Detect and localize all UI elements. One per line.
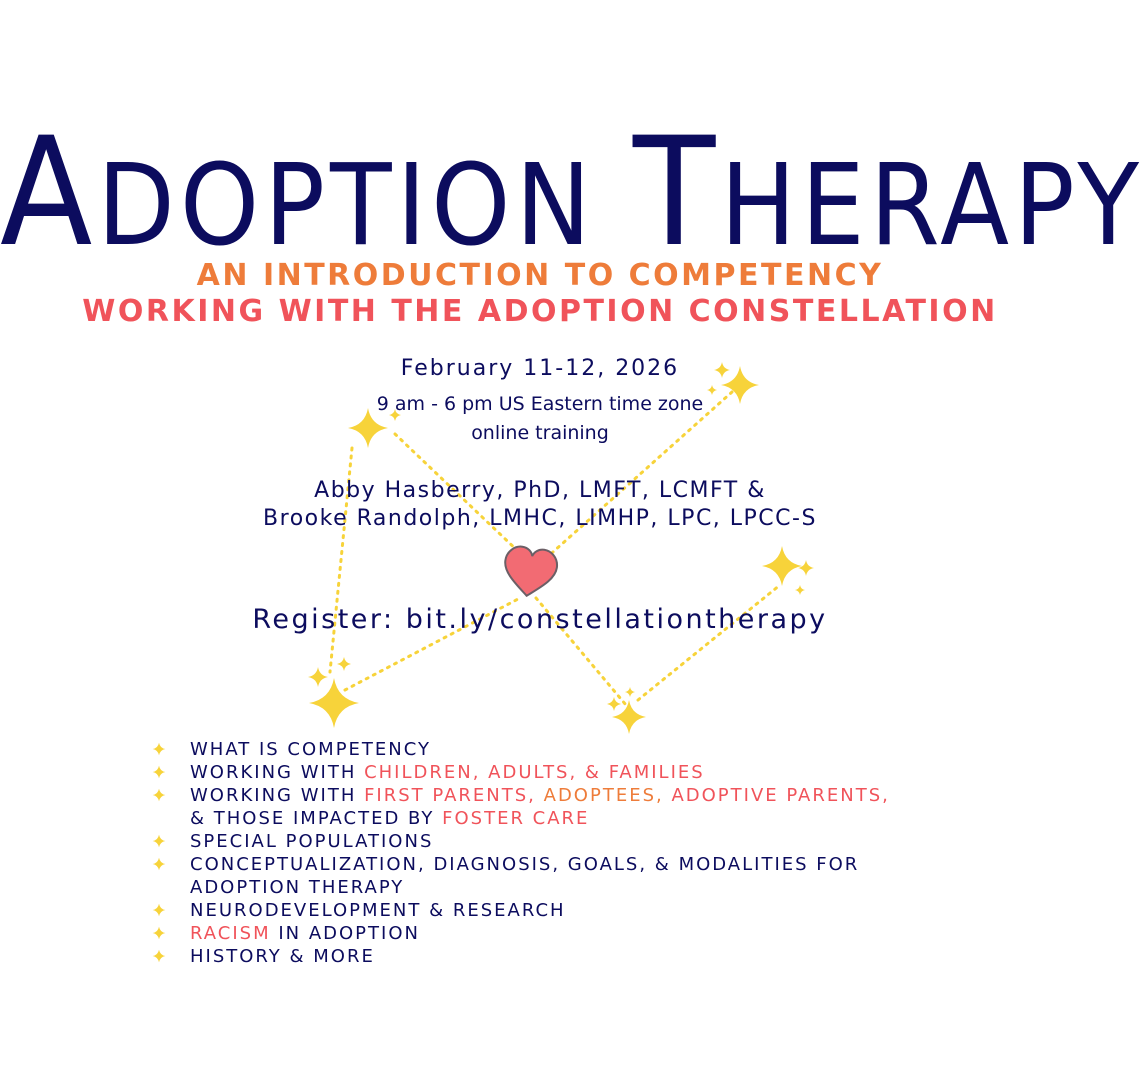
heart-icon (501, 545, 559, 600)
star-icon (308, 667, 328, 687)
topic-item: WORKING WITH CHILDREN, ADULTS, & FAMILIES (150, 761, 890, 784)
four-point-star-icon (152, 788, 166, 802)
register-link[interactable]: Register: bit.ly/constellationtherapy (252, 604, 828, 635)
presenter-line-2: Brooke Randolph, LMHC, LIMHP, LPC, LPCC-S (263, 506, 817, 531)
star-icon (337, 657, 351, 671)
subtitle-primary: AN INTRODUCTION TO COMPETENCY (196, 258, 884, 293)
topic-item: HISTORY & MORE (150, 945, 890, 968)
topic-item: CONCEPTUALIZATION, DIAGNOSIS, GOALS, & MODALITIES FOR ADOPTION THERAPY (150, 853, 890, 899)
star-icon (795, 585, 805, 595)
topics-list (150, 738, 890, 968)
topic-item: WHAT IS COMPETENCY (150, 738, 890, 761)
four-point-star-icon (152, 742, 166, 756)
topic-item: WORKING WITH FIRST PARENTS, ADOPTEES, ADOPTIVE PARENTS, & THOSE IMPACTED BY FOSTER CARE (150, 784, 890, 830)
four-point-star-icon (152, 834, 166, 848)
page-title: ADOPTION THERAPY (0, 106, 1144, 280)
four-point-star-icon (152, 926, 166, 940)
topic-item: SPECIAL POPULATIONS (150, 830, 890, 853)
star-icon (762, 546, 802, 586)
event-time: 9 am - 6 pm US Eastern time zone (376, 393, 704, 415)
topic-item: NEURODEVELOPMENT & RESEARCH (150, 899, 890, 922)
four-point-star-icon (152, 949, 166, 963)
star-icon (607, 697, 621, 711)
event-date: February 11-12, 2026 (400, 356, 680, 381)
star-icon (625, 687, 635, 697)
four-point-star-icon (152, 903, 166, 917)
event-format: online training (471, 422, 609, 444)
star-icon (798, 560, 814, 576)
presenter-line-1: Abby Hasberry, PhD, LMFT, LCMFT & (314, 478, 766, 503)
four-point-star-icon (152, 765, 166, 779)
subtitle-secondary: WORKING WITH THE ADOPTION CONSTELLATION (82, 294, 998, 329)
topic-item: RACISM IN ADOPTION (150, 922, 890, 945)
four-point-star-icon (152, 857, 166, 871)
